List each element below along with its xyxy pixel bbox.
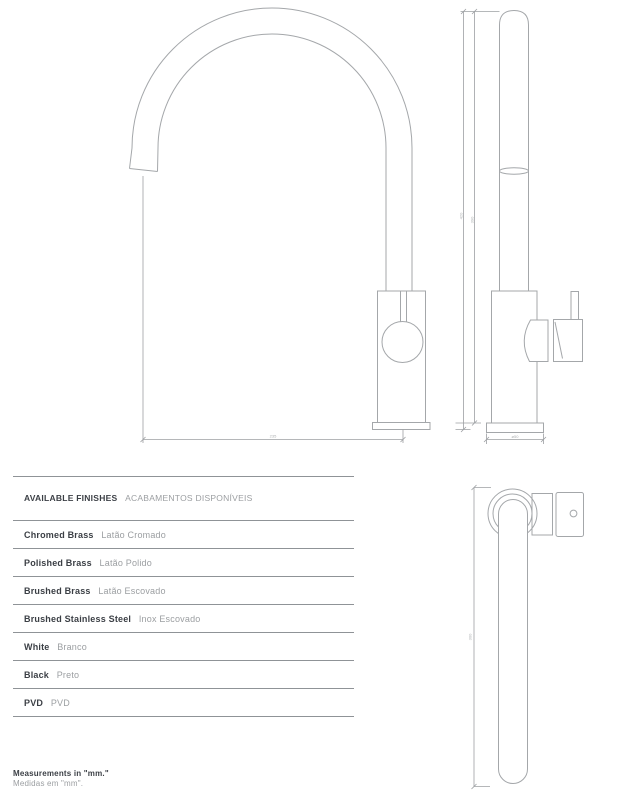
faucet-front-view-drawing <box>130 8 431 443</box>
side-outlet-ring <box>500 168 529 174</box>
finish-row-white <box>13 632 354 660</box>
finish-row-pvd <box>13 688 354 716</box>
side-lever-stem <box>571 292 579 320</box>
finish-name-pt: Latão Polido <box>99 557 152 568</box>
finishes-table-header <box>13 476 354 520</box>
finishes-header-pt: ACABAMENTOS DISPONÍVEIS <box>125 493 253 503</box>
finish-row-brushed-stainless-steel <box>13 604 354 632</box>
faucet-top-view-drawing <box>468 485 584 789</box>
finish-row-brushed-brass <box>13 576 354 604</box>
finish-row-black <box>13 660 354 688</box>
finish-name-pt: PVD <box>50 697 70 708</box>
finishes-header-en: AVAILABLE FINISHES <box>24 493 118 503</box>
finish-name-en: Polished Brass <box>24 557 92 568</box>
measurements-note <box>13 769 109 789</box>
top-spout-arm <box>499 500 528 784</box>
side-height-outer-dim-label: 420 <box>458 212 464 220</box>
finish-name-pt: Branco <box>57 641 87 652</box>
finish-row-polished-brass <box>13 548 354 576</box>
finish-name-en: Chromed Brass <box>24 529 94 540</box>
finishes-table <box>13 476 354 717</box>
finish-name-pt: Latão Cromado <box>101 529 166 540</box>
finish-name-en: PVD <box>24 697 44 708</box>
finish-name-en: Brushed Brass <box>24 585 91 596</box>
finish-name-pt: Inox Escovado <box>138 613 201 624</box>
side-handle-cap <box>524 320 548 362</box>
side-lever-body <box>554 320 583 362</box>
finish-name-en: Brushed Stainless Steel <box>24 613 132 624</box>
finish-name-pt: Latão Escovado <box>98 585 166 596</box>
top-length-dim-label: 300 <box>467 633 473 641</box>
finish-name-en: Black <box>24 669 50 680</box>
finish-name-en: White <box>24 641 50 652</box>
finish-name-pt: Preto <box>56 669 80 680</box>
front-reach-dim-label: 235 <box>269 433 277 439</box>
measurements-note-en: Measurements in "mm." <box>13 769 109 778</box>
top-handle-connector <box>532 494 553 536</box>
finish-row-chromed-brass <box>13 520 354 548</box>
side-height-inner-dim-label: 390 <box>469 216 475 224</box>
measurements-note-pt: Medidas em "mm". <box>13 779 84 788</box>
side-base-dim-label: ø50 <box>511 434 519 439</box>
front-cartridge-circle <box>382 322 423 363</box>
faucet-side-view-drawing <box>456 9 583 444</box>
